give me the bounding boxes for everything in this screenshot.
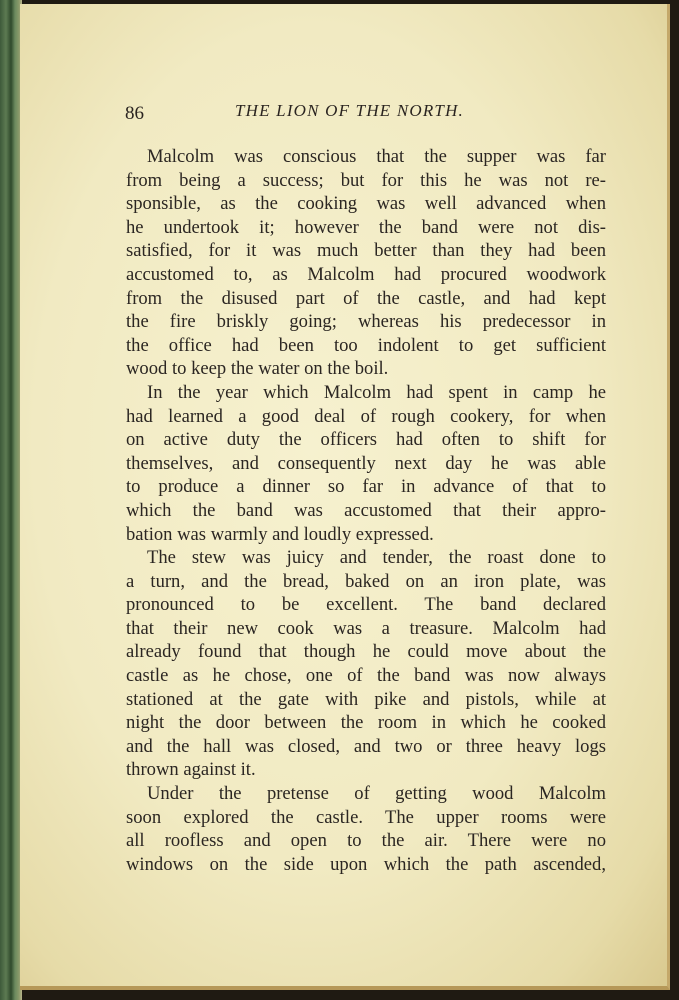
text-line: satisfied, for it was much better than they had been: [126, 240, 606, 262]
text-line: from being a success; but for this he was not re-: [126, 169, 606, 191]
text-line: the office had been too indolent to get sufficient: [126, 334, 606, 356]
body-text: [126, 145, 606, 876]
text-line: to produce a dinner so far in advance of that to: [126, 476, 606, 498]
text-line: pronounced to be excellent. The band declared: [126, 594, 606, 616]
text-line: had learned a good deal of rough cookery, for when: [126, 405, 606, 427]
text-line: night the door between the room in which he cooked: [126, 712, 606, 734]
text-line: In the year which Malcolm had spent in camp he: [147, 381, 606, 403]
text-line: from the disused part of the castle, and had kept: [126, 287, 606, 309]
text-line: sponsible, as the cooking was well advanced when: [126, 193, 606, 215]
text-line: a turn, and the bread, baked on an iron plate, was: [126, 570, 606, 592]
book-binding-edge: [0, 0, 22, 1000]
text-line: on active duty the officers had often to shift for: [126, 429, 606, 451]
text-line: Under the pretense of getting wood Malcolm: [147, 783, 606, 805]
text-line: wood to keep the water on the boil.: [126, 358, 389, 380]
text-line: he undertook it; however the band were not dis-: [126, 216, 606, 238]
text-line: windows on the side upon which the path ascended,: [126, 853, 606, 875]
text-line: The stew was juicy and tender, the roast done to: [147, 547, 606, 569]
text-line: that their new cook was a treasure. Malcolm had: [126, 617, 606, 639]
page-header: [125, 101, 605, 125]
text-line: bation was warmly and loudly expressed.: [126, 523, 434, 545]
text-line: thrown against it.: [126, 759, 256, 781]
text-line: Malcolm was conscious that the supper was far: [147, 146, 606, 167]
text-line: stationed at the gate with pike and pistols, while at: [126, 688, 606, 710]
text-line: all roofless and open to the air. There were no: [126, 830, 606, 852]
text-line: already found that though he could move about the: [126, 641, 606, 663]
text-line: themselves, and consequently next day he was able: [126, 452, 606, 474]
text-line: and the hall was closed, and two or three heavy logs: [126, 735, 606, 757]
text-line: accustomed to, as Malcolm had procured woodwork: [126, 263, 606, 285]
text-line: which the band was accustomed that their appro-: [126, 499, 606, 521]
page-number: 86: [125, 103, 144, 124]
text-line: the fire briskly going; whereas his predecessor in: [126, 311, 606, 333]
text-line: soon explored the castle. The upper rooms were: [126, 806, 606, 828]
running-title: THE LION OF THE NORTH.: [235, 101, 465, 120]
text-line: castle as he chose, one of the band was now always: [126, 665, 606, 687]
